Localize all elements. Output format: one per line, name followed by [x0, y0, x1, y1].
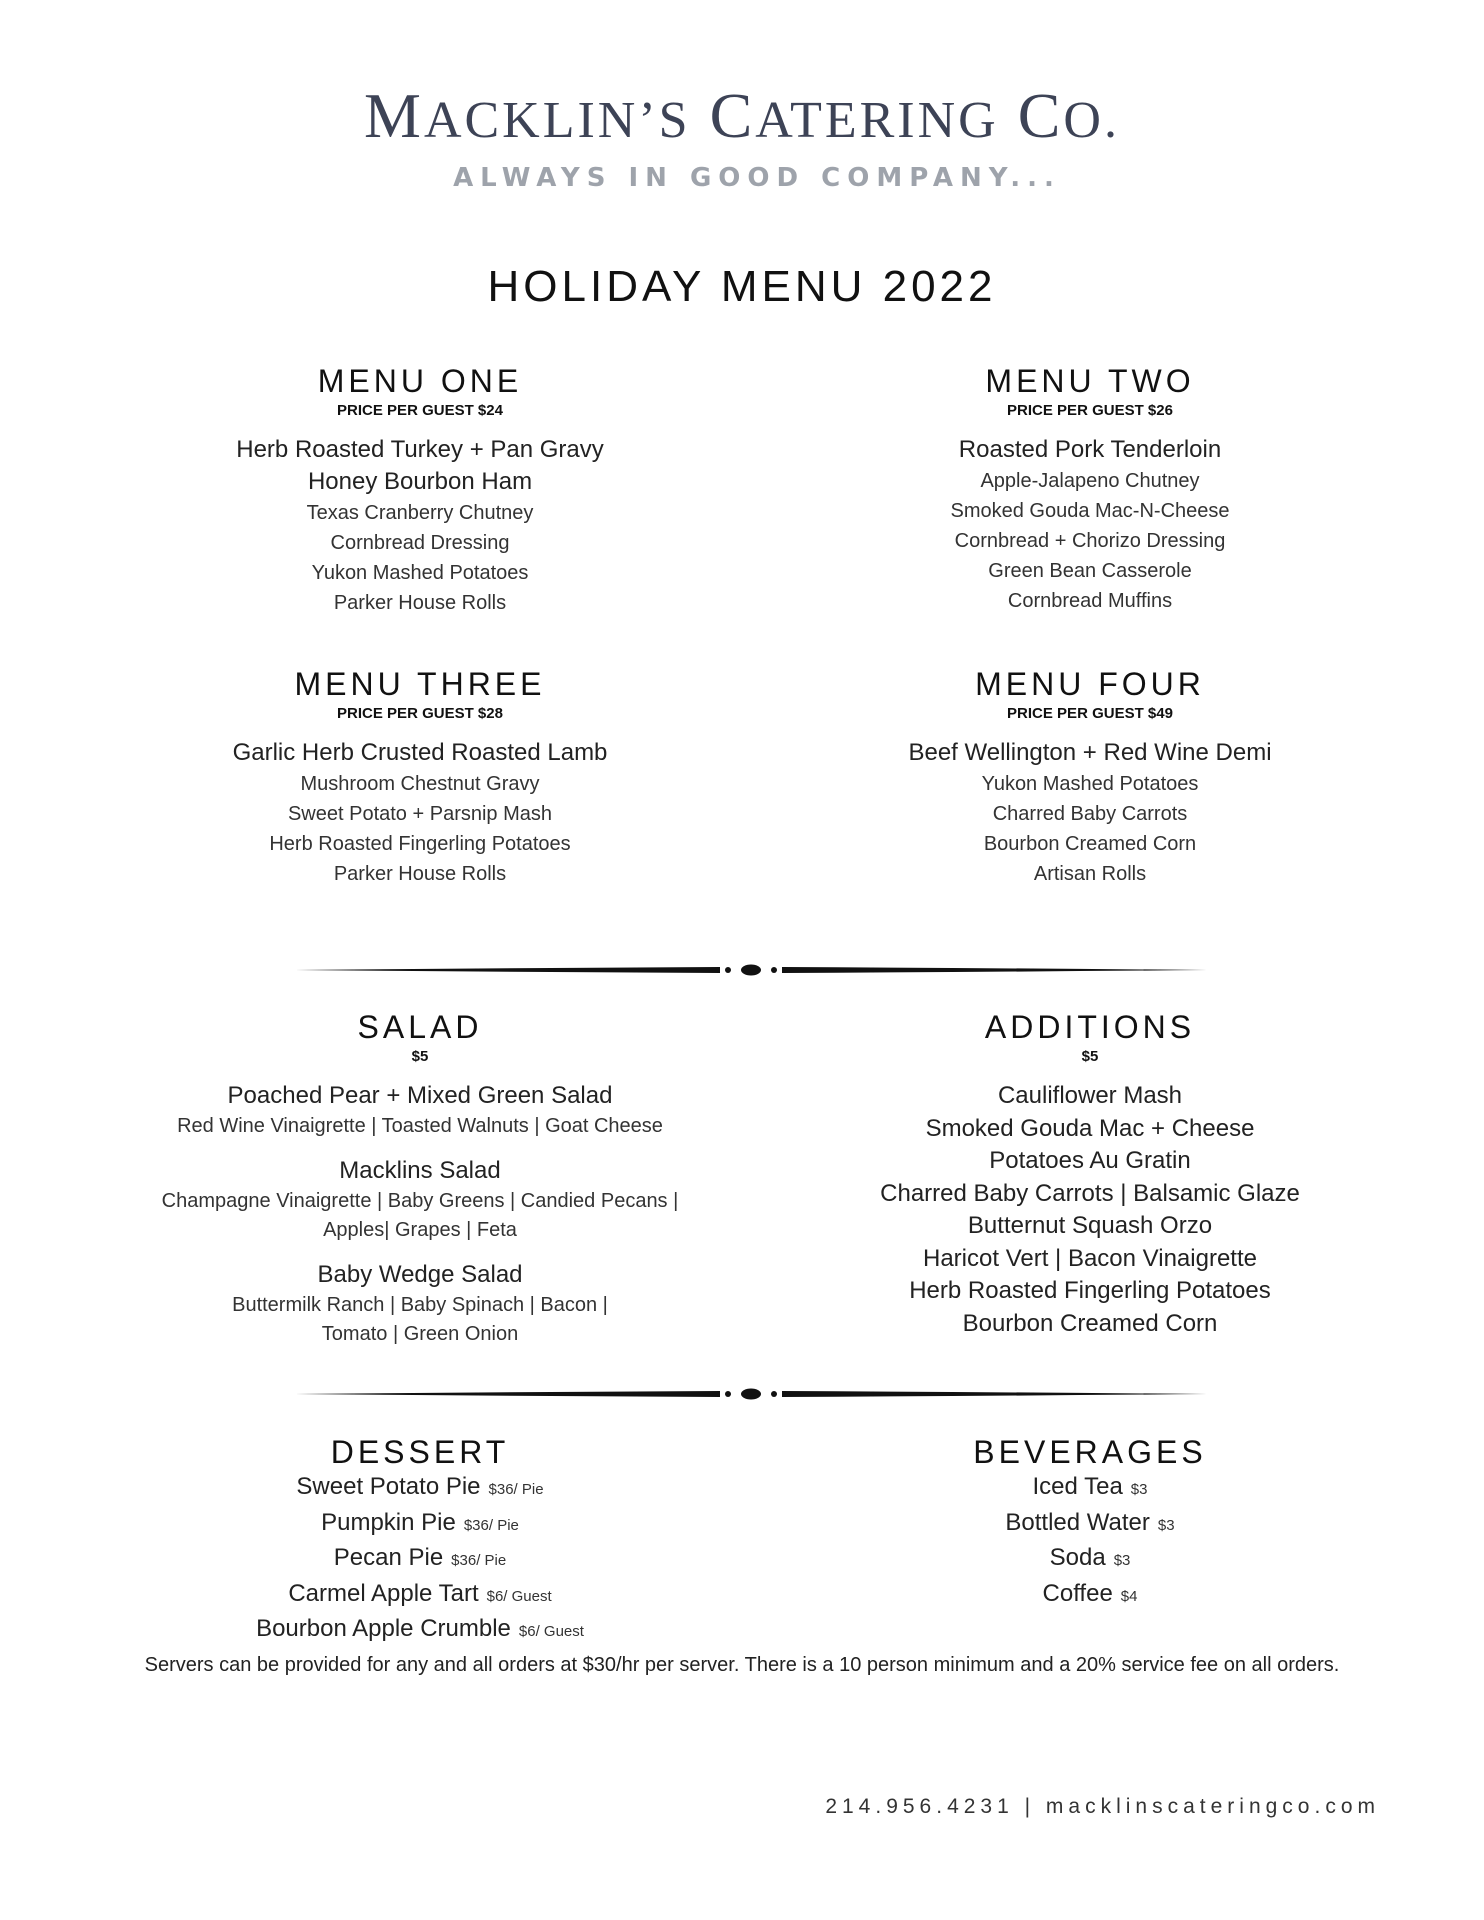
- menu-item: Cornbread Dressing: [330, 532, 510, 554]
- section-price: PRICE PER GUEST $28: [337, 705, 503, 722]
- menu-item: Parker House Rolls: [333, 592, 507, 614]
- beverage-price: $3: [1157, 1516, 1175, 1534]
- menu-item: Beef Wellington + Red Wine Demi: [908, 739, 1272, 766]
- page-title: HOLIDAY MENU 2022: [487, 262, 997, 311]
- dessert-name: Carmel Apple Tart: [288, 1579, 479, 1607]
- salad-description: Apples| Grapes | Feta: [323, 1219, 517, 1241]
- section-price: PRICE PER GUEST $26: [1007, 402, 1173, 419]
- beverage-item: [790, 1578, 1390, 1614]
- beverage-item: [790, 1471, 1390, 1507]
- section-title: MENU THREE: [294, 666, 546, 702]
- dessert-price: $6/ Guest: [486, 1587, 552, 1605]
- ornamental-divider: [295, 962, 1207, 978]
- logo-wordmark: MACKLIN’S CATERING CO.: [364, 80, 1120, 151]
- menu-item: Yukon Mashed Potatoes: [311, 562, 529, 584]
- addition-item: Herb Roasted Fingerling Potatoes: [909, 1277, 1271, 1304]
- section-price: PRICE PER GUEST $24: [337, 402, 503, 419]
- beverage-name: Iced Tea: [1032, 1473, 1123, 1500]
- section-title: MENU TWO: [985, 363, 1195, 399]
- logo-tagline: ALWAYS IN GOOD COMPANY...: [453, 163, 1061, 193]
- addition-item: Smoked Gouda Mac + Cheese: [925, 1114, 1255, 1142]
- beverage-price: $3: [1113, 1552, 1131, 1569]
- salad-description: Buttermilk Ranch | Baby Spinach | Bacon |: [232, 1294, 608, 1316]
- dessert-name: Pumpkin Pie: [321, 1508, 456, 1536]
- addition-item: Charred Baby Carrots | Balsamic Glaze: [880, 1179, 1300, 1207]
- menu-item: Smoked Gouda Mac-N-Cheese: [950, 500, 1230, 522]
- menu-item: Herb Roasted Fingerling Potatoes: [269, 833, 571, 855]
- dessert-item: [120, 1613, 720, 1649]
- addition-item: Cauliflower Mash: [997, 1082, 1183, 1109]
- section-title: ADDITIONS: [984, 1009, 1196, 1045]
- menu-item: Yukon Mashed Potatoes: [981, 773, 1199, 795]
- section-title: SALAD: [357, 1009, 483, 1045]
- contact-info: 214.956.4231 | macklinscateringco.com: [825, 1795, 1380, 1818]
- menu-three-section: [120, 665, 720, 889]
- menu-item: Artisan Rolls: [1033, 863, 1147, 885]
- section-price: PRICE PER GUEST $49: [1007, 705, 1173, 722]
- menu-item: Parker House Rolls: [333, 863, 507, 885]
- salad-name: Macklins Salad: [339, 1157, 501, 1184]
- dessert-item: [120, 1578, 720, 1614]
- menu-item: Texas Cranberry Chutney: [306, 502, 534, 524]
- menu-item: Bourbon Creamed Corn: [983, 833, 1197, 855]
- menu-item: Cornbread Muffins: [1007, 590, 1173, 612]
- beverage-name: Bottled Water: [1005, 1508, 1150, 1536]
- menu-item: Cornbread + Chorizo Dressing: [954, 530, 1226, 552]
- beverage-price: $4: [1120, 1587, 1138, 1605]
- dessert-section: [120, 1433, 720, 1649]
- menu-item: Sweet Potato + Parsnip Mash: [287, 803, 553, 825]
- menu-four-section: [790, 665, 1390, 889]
- section-price: $5: [411, 1048, 429, 1065]
- section-title: DESSERT: [330, 1434, 510, 1470]
- dessert-item: [120, 1542, 720, 1578]
- salad-description: Red Wine Vinaigrette | Toasted Walnuts | Goat Cheese: [177, 1115, 663, 1137]
- menu-one-section: [120, 362, 720, 618]
- beverage-item: [790, 1507, 1390, 1543]
- menu-item: Roasted Pork Tenderloin: [958, 436, 1222, 463]
- salad-description: Tomato | Green Onion: [321, 1323, 519, 1345]
- menu-item: Mushroom Chestnut Gravy: [300, 773, 540, 795]
- addition-item: Haricot Vert | Bacon Vinaigrette: [923, 1244, 1257, 1272]
- dessert-item: [120, 1507, 720, 1543]
- menu-item: Herb Roasted Turkey + Pan Gravy: [236, 436, 604, 463]
- salad-name: Poached Pear + Mixed Green Salad: [227, 1082, 613, 1109]
- salad-section: [120, 1008, 720, 1349]
- beverage-item: [790, 1542, 1390, 1578]
- menu-item: Honey Bourbon Ham: [307, 468, 533, 495]
- menu-item: Garlic Herb Crusted Roasted Lamb: [232, 739, 608, 766]
- dessert-price: $36/ Pie: [451, 1552, 507, 1569]
- ornamental-divider: [295, 1386, 1207, 1402]
- addition-item: Bourbon Creamed Corn: [962, 1309, 1218, 1337]
- service-note: Servers can be provided for any and all orders at $30/hr per server. There is a 10 person minimum and a 20% service fee on all orders.: [144, 1654, 1340, 1676]
- company-logo: [0, 80, 1484, 193]
- beverage-price: $3: [1130, 1481, 1148, 1498]
- salad-name: Baby Wedge Salad: [317, 1261, 523, 1288]
- addition-item: Potatoes Au Gratin: [989, 1147, 1191, 1174]
- menu-item: Charred Baby Carrots: [992, 803, 1188, 825]
- dessert-name: Sweet Potato Pie: [296, 1473, 481, 1500]
- salad-description: Champagne Vinaigrette | Baby Greens | Candied Pecans |: [161, 1190, 679, 1212]
- beverage-name: Coffee: [1042, 1579, 1113, 1607]
- dessert-price: $36/ Pie: [463, 1516, 519, 1534]
- addition-item: Butternut Squash Orzo: [967, 1212, 1213, 1239]
- dessert-name: Pecan Pie: [333, 1544, 444, 1571]
- additions-section: [790, 1008, 1390, 1340]
- section-price: $5: [1081, 1048, 1099, 1065]
- beverages-section: [790, 1433, 1390, 1613]
- section-title: MENU ONE: [317, 363, 523, 399]
- menu-item: Green Bean Casserole: [988, 560, 1192, 582]
- beverage-name: Soda: [1049, 1544, 1106, 1571]
- dessert-item: [120, 1471, 720, 1507]
- dessert-price: $6/ Guest: [518, 1623, 584, 1640]
- dessert-price: $36/ Pie: [488, 1481, 544, 1498]
- menu-item: Apple-Jalapeno Chutney: [980, 470, 1200, 492]
- section-title: MENU FOUR: [975, 666, 1205, 702]
- dessert-name: Bourbon Apple Crumble: [256, 1615, 511, 1642]
- menu-two-section: [790, 362, 1390, 616]
- section-title: BEVERAGES: [973, 1434, 1207, 1470]
